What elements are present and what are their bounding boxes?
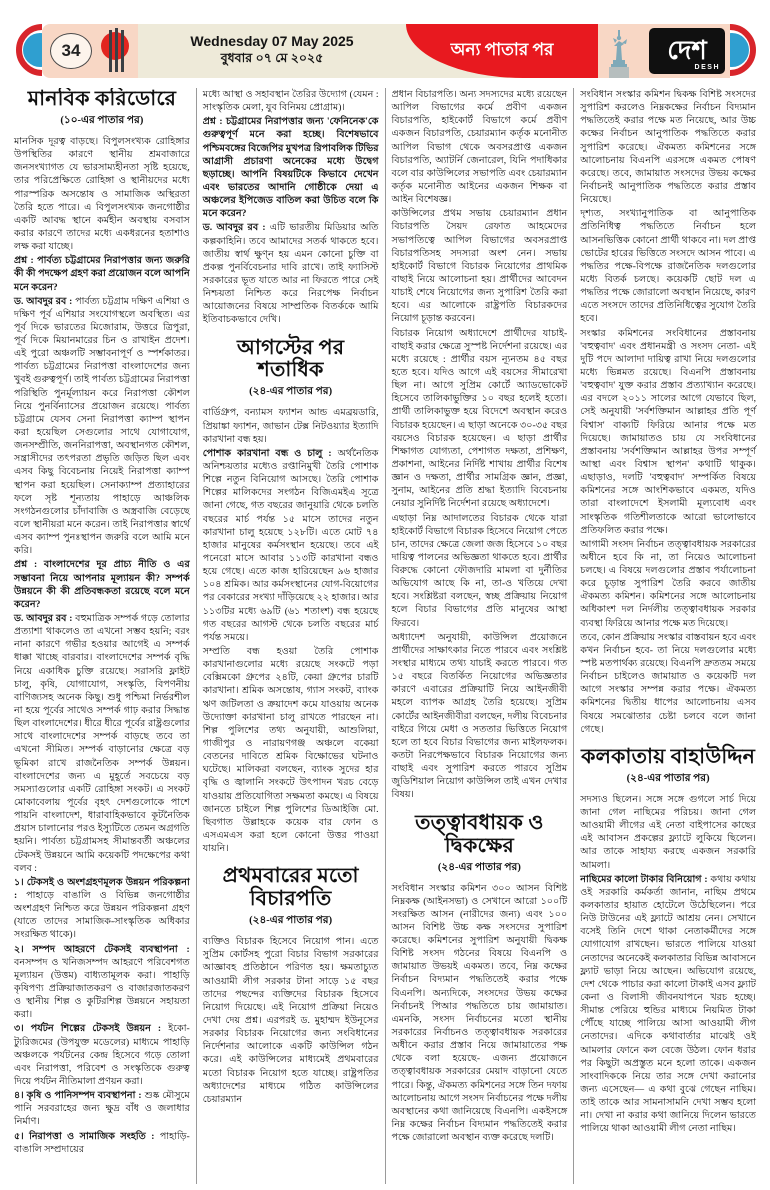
article-paragraph: বিচারক নিয়োগ অধ্যাদেশে প্রার্থীদের যাচাই-বাছাই করার ক্ষেত্রে সুস্পষ্ট নির্দেশনা রয়েছে। এর মধ্যে রয়েছে : প্রার্থীর বয়স ন্যূনতম ৪৫ বছর হতে হবে। যদিও আগে এই বয়সের সীমারেখা ছিল না। আগে সুপ্রিম কোর্টে অ্যাডভোকেট হিসেবে তালিকাভুক্তির ১০ বছর হলেই হতো। প্রার্থী তালিকাভুক্ত হয়ে বিদেশে অবস্থান করেও বিচারক হয়েছেন। এ ছাড়া অনেকে ৩০-৩৫ বছর বয়সেও বিচারক হয়েছেন। এ ছাড়া প্রার্থীর শিক্ষাগত যোগ্যতা, পেশাগত দক্ষতা, প্রশিক্ষণ, প্রকাশনা, আইনের নির্দিষ্ট শাখায় প্রার্থীর বিশেষ জ্ঞান ও দক্ষতা, প্রার্থীর সামগ্রিক জ্ঞান, প্রজ্ঞা, সুনাম, আইনের প্রতি শ্রদ্ধা ইত্যাদি বিবেচনায় নেয়ার সুনির্দিষ্ট নির্দেশনা রয়েছে অধ্যাদেশে। (391, 327, 568, 510)
date-bengali: বুধবার ০৭ মে ২০২৫ (220, 50, 324, 65)
article-paragraph: তবে, কোন প্রক্রিয়ায় সংস্কার বাস্তবায়ন হবে এবং কখন নির্বাচন হবে- তা নিয়ে দলগুলোর মধ্যে স্পষ্ট মতপার্থক্য রয়েছে। বিএনপি দ্রুততম সময়ে নির্বাচন চাইলেও জামায়াত ও কয়েকটি দল আগে সংস্কার সম্পন্ন করার পক্ষে। ঐকমত্য কমিশনের দ্বিতীয় ধাপের আলোচনায় এসব বিষয়ে সমঝোতার চেষ্টা চলবে বলে জানা গেছে। (580, 631, 756, 735)
article-paragraph: সংস্কার কমিশনের সংবিধানের প্রস্তাবনায় 'বহুত্ববাদ' এবং প্রধানমন্ত্রী ও সংসদ নেতা- এই দুটি পদে আলাদা দায়িত্ব রাখা নিয়ে দলগুলোর মধ্যে ভিন্নমত রয়েছে। বিএনপি প্রস্তাবনায় 'বহুত্ববাদ' যুক্ত করার প্রস্তাব প্রত্যাখ্যান করেছে। এর বদলে ২০১১ সালের আগে যেভাবে ছিল, সেই অনুযায়ী 'সর্বশক্তিমান আল্লাহর প্রতি পূর্ণ বিশ্বাস' বাক্যটি ফিরিয়ে আনার পক্ষে মত দিয়েছে। জামায়াতও চায় যে সংবিধানের প্রস্তাবনায় 'সর্বশক্তিমান আল্লাহর উপর সম্পূর্ণ আস্থা এবং বিশ্বাস স্থাপন' কথাটি থাকুক। এছাড়াও, দলটি 'বহুত্ববাদ' সম্পর্কিত বিষয়ে কমিশনের সঙ্গে আংশিকভাবে একমত, যদিও তারা বাংলাদেশে ইসলামী মূল্যবোধ এবং সাংস্কৃতিক গতিশীলতাকে আরো ভালোভাবে প্রতিফলিত করার পক্ষে। (580, 327, 756, 536)
question-paragraph: প্রশ্ন : পার্বত্য চট্টগ্রামের নিরাপত্তার জন্য জরুরি কী কী পদক্ষেপ গ্রহণ করা প্রয়োজন বলে আপনি মনে করেন? (14, 255, 190, 293)
article-paragraph: সংবিধান সংস্কার কমিশন ৩০০ আসন বিশিষ্ট নিম্নকক্ষ (আইনসভা) ও সেখানে আরো ১০০টি সংরক্ষিত আসন (নারীদের জন্য) এবং ১০০ আসন বিশিষ্ট উচ্চ কক্ষ সংসদের সুপারিশ করেছে। কমিশনের সুপারিশ অনুযায়ী দ্বিকক্ষ বিশিষ্ট সংসদ গঠনের বিষয়ে বিএনপি ও জামায়াত উভয়ই একমত। তবে, নিম্ন কক্ষের নির্বাচন বিদ্যমান পদ্ধতিতেই করার পক্ষে বিএনপি। অন্যদিকে, সংসদের উভয় কক্ষের নির্বাচনই পিআর পদ্ধতিতে চায় জামায়াত। এমনকি, সংসদ নির্বাচনের মতো স্থানীয় সরকারের নির্বাচনও তত্ত্বাবধায়ক সরকারের অধীনে করার প্রস্তাব নিয়ে জামায়াতের পক্ষ থেকে বলা হয়েছে- এজন্য প্রয়োজনে তত্ত্বাবধায়ক সরকারের মেয়াদ বাড়ানো যেতে পারে। কিন্তু, ঐকমত্য কমিশনের সঙ্গে তিন দফায় আলোচনায় আগে সংসদ নির্বাচনের পক্ষে দলীয় অবস্থানের কথা জানিয়েছে বিএনপি। একইসঙ্গে নিম্ন কক্ষের নির্বাচন বিদ্যমান পদ্ধতিতেই করার পক্ষে জোরালো অবস্থান ব্যক্ত করেছে দলটি। (391, 882, 568, 1144)
newspaper-logo (649, 28, 725, 74)
article-paragraph: নাছিমের কালো টাকার বিনিয়োগ : কথায় কথায় ওই সরকারি কর্মকর্তা জানান, নাছিম প্রথমে কলকাতার হায়াত হোটেলে উঠেছিলেন। পরে নিউ টাউনের এই ফ্ল্যাটে আশ্রয় নেন। সেখানে বসেই তিনি দেশে থাকা নেতাকর্মীদের সঙ্গে যোগাযোগ রাখছেন। ভারতে পালিয়ে যাওয়া নেতাদের অনেকেই কলকাতার বিভিন্ন আবাসনে ফ্ল্যাট ভাড়া নিয়ে আছেন। অভিযোগ রয়েছে, দেশ থেকে পাচার করা কালো টাকাই এসব ফ্ল্যাট কেনা ও বিলাসী জীবনযাপনে খরচ হচ্ছে। সীমান্ত পেরিয়ে হুন্ডির মাধ্যমে নিয়মিত টাকা পৌঁছে যাচ্ছে পালিয়ে আসা আওয়ামী লীগ নেতাদের। এদিকে কথাবার্তার মাঝেই ওই আমলার ফোনে কল বেজে উঠল। ফোন ধরার পর কিছুটা অপ্রস্তুত মনে হলো তাকে। একজন সাংবাদিককে নিয়ে তার সঙ্গে দেখা করানোর জন্য এসেছেন— এ কথা বুঝে গেছেন নাছিম। তাই তাকে আর সামনাসামনি দেখা সম্ভব হলো না। দেখা না করার কথা জানিয়ে দিলেন ভারতে পালিয়ে থাকা আওয়ামী লীগ নেতা নাছিম। (580, 873, 756, 1135)
left-cap-ornament (16, 24, 42, 78)
logo-english-text: DESH (694, 64, 720, 71)
article-paragraph: ৪। কৃষি ও পানিসম্পদ ব্যবস্থাপনা : শুষ্ক মৌসুমে পানি সরবরাহের জন্য ক্ষুদ্র বাঁধ ও জলাধার নির্মাণ। (14, 1090, 190, 1128)
article-paragraph: ড. আবদুর রব : বহুমাত্রিক সম্পর্ক গড়ে তোলার প্রত্যাশা থাকলেও তা এখনো সম্ভব হয়নি; বরং নানা কারণে গভীর হওয়ার আগেই এ সম্পর্ক ধাক্কা খাচ্ছে বারবার। বাংলাদেশের সম্পর্ক বৃদ্ধি নিয়ে একাধিক চুক্তি রয়েছে। সরাসরি ফ্লাইট চালু, কৃষি, যোগাযোগ, সংস্কৃতি, বিপণনীয় বাণিজ্যসহ অনেক কিছু। শুধু পশ্চিমা নির্ভরশীল না হয়ে পূর্বের সাথেও সম্পর্ক গাঢ় করার সিদ্ধান্ত ছিল বাংলাদেশের। ধীরে ধীরে পূর্বের রাষ্ট্রগুলোর সাথে বাংলাদেশের সম্পর্ক বাড়ছে তবে তা এখনো সীমিত। সম্পর্ক বাড়ানোর ক্ষেত্রে বড় ভূমিকা রাখে রাজনৈতিক সম্পর্ক উন্নয়ন। বাংলাদেশের জন্য এ মুহূর্তে সবচেয়ে বড় সমস্যাগুলোর একটি রোহিঙ্গা সংকট। এ সংকট মোকাবেলায় পূর্বের বৃহৎ দেশগুলোকে পাশে পায়নি বাংলাদেশ, ধারাবাহিকভাবে কূটনৈতিক প্রয়াস চালানোর পরও ইস্যুটিতে তেমন অগ্রগতি হয়নি। পার্বত্য চট্টগ্রামসহ সীমান্তবর্তী অঞ্চলের টেকসই উন্নয়নে আমি কয়েকটি পদক্ষেপের কথা বলব : (14, 613, 190, 874)
article-paragraph: প্রধান বিচারপতি। অন্য সদস্যদের মধ্যে রয়েছেন আপিল বিভাগের কর্মে প্রবীণ একজন বিচারপতি, হাইকোর্ট বিভাগে কর্মে প্রবীণ একজন বিচারপতি, চেয়ারম্যান কর্তৃক মনোনীত আপিল বিভাগ থেকে অবসরপ্রাপ্ত একজন বিচারপতি, অ্যাটর্নি জেনারেল, যিনি পদাধিকার বলে বার কাউন্সিলের সভাপতি এবং চেয়ারম্যান কর্তৃক মনোনীত আইনের একজন শিক্ষক বা আইন বিশেষজ্ঞ। (391, 89, 568, 206)
article-paragraph: সংবিধান সংস্কার কমিশন দ্বিকক্ষ বিশিষ্ট সংসদের সুপারিশ করলেও নিম্নকক্ষের নির্বাচন বিদ্যমান পদ্ধতিতেই করার পক্ষে মত নিয়েছে, আর উচ্চ কক্ষের নির্বাচন আনুপাতিক পদ্ধতিতে করার সুপারিশ করেছে। ঐকমত্য কমিশনের সঙ্গে আলোচনায় বিএনপি এরসঙ্গে একমত পোষণ করেছে। তবে, জামায়াত সংসদের উভয় কক্ষের নির্বাচনই আনুপাতিক পদ্ধতিতে করার প্রস্তাব নিয়েছে। (580, 89, 756, 206)
column-3 (385, 88, 574, 1184)
continued-from-note: (১০-এর পাতার পর) (60, 114, 144, 126)
section-banner-label: অন্য পাতার পর (450, 40, 554, 59)
article-headline: কলকাতায় বাহাউদ্দিন (581, 745, 756, 768)
article-headline: প্রথমবারের মতো বিচারপতি (222, 865, 359, 911)
masthead-middle (138, 24, 598, 78)
question-paragraph: প্রশ্ন : চট্টগ্রামের নিরাপত্তার জন্য 'ফেনিনেক'কে গুরুত্বপূর্ণ মনে করা হচ্ছে। বিশেষভাবে পশ্চিমবঙ্গের বিজেপির মুখপত্র রিপাবলিক টিভির আগ্রাসী প্রচারণা অনেকের মধ্যে উদ্বেগ ছড়াচ্ছে। আপনি বিষয়টিকে কিভাবে দেখেন এবং ভারতের আদানি গোষ্ঠীকে দেয়া এ অঞ্চলের ইপিজেড বাতিল করা উচিত বলে কি মনে করেন? (202, 116, 379, 220)
column-1 (8, 88, 196, 1184)
article-paragraph: ৫। নিরাপত্তা ও সামাজিক সংহতি : পাহাড়ি-বাঙালি সম্প্রদায়ের (14, 1130, 190, 1155)
column-2 (196, 88, 385, 1184)
question-paragraph: প্রশ্ন : বাংলাদেশের দূর প্রাচ্য নীতি ও এর সম্ভাবনা নিয়ে আপনার মূল্যায়ন কী? সম্পর্ক উন্নয়নে কী কী প্রতিবন্ধকতা রয়েছে বলে মনে করেন? (14, 559, 190, 610)
article-paragraph: পোশাক কারখানা বন্ধ ও চালু : অর্থনৈতিক অনিশ্চয়তার মধ্যেও রপ্তানিমুখী তৈরি পোশাক শিল্পে নতুন বিনিয়োগ আসছে। তৈরি পোশাক শিল্পের মালিকদের সংগঠন বিজিএমইএ সূত্রে জানা গেছে, গত বছরের জানুয়ারি থেকে চলতি বছরের মার্চ পর্যন্ত ১৫ মাসে তাদের নতুন কারখানা চালু হয়েছে ১২৮টি। এতে মোট ৭৪ হাজার মানুষের কর্মসংস্থান হয়েছে। তবে এই পনেরো মাসে আবার ১১৩টি কারখানা বন্ধও হয়ে গেছে। এতে কাজ হারিয়েছেন ৯৬ হাজার ১০৪ শ্রমিক। আর কর্মসংস্থানের যোগ-বিয়োগের পর বেকারের সংখ্যা দাঁড়িয়েছে ২২ হাজার। আর ১১৩টির মধ্যে ৬৯টি (৬১ শতাংশ) বন্ধ হয়েছে গত বছরের আগস্ট থেকে চলতি বছরের মার্চ পর্যন্ত সময়ে। (202, 447, 379, 643)
article-headline: তত্ত্বাবধায়ক ও দ্বিকক্ষের (415, 811, 544, 857)
article-paragraph: ৩। পর্যটন শিল্পের টেকসই উন্নয়ন : ইকো-ট্যুরিজমের (উপযুক্ত মডেলের) মাধ্যমে পাহাড়ি অঞ্চলকে পর্যটনের কেন্দ্র হিসেবে গড়ে তোলা এবং নিরাপত্তা, পরিবেশ ও সংস্কৃতিকে গুরুত্ব দিয়ে পর্যটন নীতিমালা প্রণয়ন করা। (14, 1023, 190, 1087)
article-columns (8, 88, 762, 1184)
article-headline: আগস্টের পর শতাধিক (237, 336, 345, 382)
article-paragraph: মধ্যে আস্থা ও সহাবস্থান তৈরির উদ্যোগ (যেমন : সাংস্কৃতিক মেলা, যুব বিনিময় প্রোগ্রাম)। (202, 89, 379, 114)
section-banner (406, 24, 598, 78)
continued-from-note: (২৪-এর পাতার পর) (249, 386, 333, 398)
date-panel (138, 24, 406, 78)
statue-panel (598, 24, 644, 78)
article-paragraph: কাউন্সিলের প্রথম সভায় চেয়ারম্যান প্রধান বিচারপতি সৈয়দ রেফাত আহমেদের সভাপতিত্বে আপিল বিভাগের অবসরপ্রাপ্ত বিচারপতিসহ সদস্যরা অংশ নেন। সভায় হাইকোর্ট বিভাগে বিচারক নিয়োগের প্রাথমিক বাছাই নিয়ে আলোচনা হয়। প্রার্থীদের আবেদন যাচাই শেষে নিয়োগের জন্য সুপারিশ তৈরি করা হবে। এর আলোকে রাষ্ট্রপতি বিচারকদের নিয়োগ চূড়ান্ত করবেন। (391, 208, 568, 325)
page-number-panel (42, 24, 138, 78)
column-4 (573, 88, 762, 1184)
article-paragraph: মানসিক দূরত্ব বাড়ছে। বিপুলসংখ্যক রোহিঙ্গার উপস্থিতির কারণে স্থানীয় শ্রমবাজারে জনসংখ্যাগত যে ভারসাম্যহীনতা সৃষ্টি হয়েছে, তার পরিপ্রেক্ষিতে রোহিঙ্গা ও স্থানীয়দের মধ্যে পারস্পরিক অসন্তোষ ও সামাজিক অস্থিরতা তৈরি হতে পারে। এ বিপুলসংখ্যক জনগোষ্ঠীর একটি আবদ্ধ স্থানে কর্মহীন অবস্থায় বসবাস করার কারণে তাদের মধ্যে একধরনের হতাশাও লক্ষ করা যাচ্ছে। (14, 135, 190, 253)
continued-from-note: (২৪-এর পাতার পর) (437, 861, 521, 873)
article-paragraph: এছাড়া নিম্ন আদালতের বিচারক থেকে যারা হাইকোর্ট বিভাগে বিচারক হিসেবে নিয়োগ পেতে চান, তাদের ক্ষেত্রে জেলা জজ হিসেবে ১০ বছর দায়িত্ব পালনের অভিজ্ঞতা থাকতে হবে। প্রার্থীর বিরুদ্ধে কোনো ফৌজদারি মামলা বা দুর্নীতির অভিযোগ আছে কি না, তা-ও খতিয়ে দেখা হবে। সংশ্লিষ্টরা বলছেন, স্বচ্ছ প্রক্রিয়ায় নিয়োগ হলে বিচার বিভাগের প্রতি মানুষের আস্থা ফিরবে। (391, 512, 568, 629)
article-paragraph: ড. আবদুর রব : পার্বত্য চট্টগ্রাম দক্ষিণ এশিয়া ও দক্ষিণ পূর্ব এশিয়ার সংযোগস্থলে অবস্থিত। এর পূর্ব দিকে ভারতের মিজোরাম, উত্তরে ত্রিপুরা, পূর্ব দিকে মিয়ানমারের চিন ও রাখাইন প্রদেশ। এই পুরো অঞ্চলটি সম্ভাবনাপূর্ণ ও স্পর্শকাতর। পার্বত্য চট্টগ্রামের নিরাপত্তা বাংলাদেশের জন্য খুবই গুরুত্বপূর্ণ। তাই পার্বত্য চট্টগ্রামের নিরাপত্তা পরিস্থিতি পুনর্মূল্যায়ন করে নিরাপত্তা কৌশল নিয়ে পুনর্বিন্যাসের প্রয়োজন রয়েছে। পার্বত্য চট্টগ্রামে যেসব সেনা নিরাপত্তা ক্যাম্প স্থাপন করা হয়েছিল সেগুলোর সাথে যোগাযোগ, জনসম্প্রীতি, জননিরাপত্তা, অবস্থানগত কৌশল, সন্ত্রাসীদের তৎপরতা প্রভৃতি জড়িত ছিল এবং এসব কিছু বিবেচনায় নিয়েই নিরাপত্তা ক্যাম্প স্থাপন করা হয়েছিল। সেনাক্যাম্প প্রত্যাহারের ফলে সৃষ্ট শূন্যতায় পাহাড়ে আঞ্চলিক সংগঠনগুলোর চাঁদাবাজি ও অস্ত্রবাজি বেড়েছে বলে স্থানীয়রা মনে করেন। তাই নিরাপত্তার স্বার্থে এসব ক্যাম্প পুনঃস্থাপন জরুরি বলে আমি মনে করি। (14, 295, 190, 557)
continued-from-note: (২৪-এর পাতার পর) (249, 915, 333, 927)
article-paragraph: ২। সম্পদ আহরণে টেকসই ব্যবস্থাপনা : বনসম্পদ ও খনিজসম্পদ আহরণে পরিবেশগত মূল্যায়ন (উত্তম) বাধ্যতামূলক করা। পাহাড়ি কৃষিপণ্য প্রক্রিয়াজাতকরণ ও বাজারজাতকরণ ও স্থানীয় শিল্প ও কুটিরশিল্প উন্নয়নে সহায়তা করা। (14, 943, 190, 1021)
masthead (16, 24, 756, 78)
logo-panel (644, 24, 730, 78)
monument-sun-icon (100, 28, 130, 74)
article-paragraph: ব্যক্তিও বিচারক হিসেবে নিয়োগ পান। এতে সুপ্রিম কোর্টসহ পুরো বিচার বিভাগ সরকারের আজ্ঞাবহ প্রতিষ্ঠানে পরিণত হয়। ক্ষমতাচ্যুত আওয়ামী লীগ সরকার টানা সাড়ে ১৫ বছর তাদের পছন্দের ব্যক্তিদের বিচারক হিসেবে নিয়োগ দিয়েছে। এই নিয়োগ প্রক্রিয়া নিয়েও দেখা দেয় প্রশ্ন। এরপরই ড. মুহাম্মদ ইউনূসের সরকার বিচারক নিয়োগের জন্য সংবিধানের নির্দেশনার আলোকে একটি কাউন্সিল গঠন করে। এই কাউন্সিলের মাধ্যমেই প্রথমবারের মতো বিচারক নিয়োগ হতে যাচ্ছে। রাষ্ট্রপতির অধ্যাদেশের মাধ্যমে গঠিত কাউন্সিলের চেয়ারম্যান (202, 936, 379, 1105)
page-number: 34 (50, 33, 92, 69)
article-paragraph: ১। টেকসই ও অংশগ্রহণমূলক উন্নয়ন পরিকল্পনা : পাহাড়ে বাঙালি ও বিভিন্ন জনগোষ্ঠীর অংশগ্রহণ নিশ্চিত করে উন্নয়ন পরিকল্পনা গ্রহণ (যাতে তাদের সামাজিক-সাংস্কৃতিক অধিকার সংরক্ষিত থাকে)। (14, 876, 190, 941)
article-headline: মানবিক করিডোরে (27, 88, 177, 110)
statue-of-liberty-icon (609, 30, 633, 78)
article-paragraph: বার্ডিগ্রুপ, বন্যামস ফ্যাশন আন্ড এমব্রয়ডারি, প্রিয়াঙ্কা ফ্যাশন, জাভান টেক্স নিটওয়্যার ইত্যাদি কারখানা বন্ধ হয়। (202, 407, 379, 445)
article-paragraph: দৃশ্যত, সংখ্যানুপাতিক বা আনুপাতিক প্রতিনিধিত্ব পদ্ধতিতে নির্বাচন হলে আসনভিত্তিক কোনো প্রার্থী থাকবে না। দল প্রাপ্ত ভোটের হারের ভিত্তিতে সংসদে আসন পাবে। এ পদ্ধতির পক্ষে-বিপক্ষে রাজনৈতিক দলগুলোর মধ্যে বিতর্ক চলছে। কয়েকটি ছোট দল এ পদ্ধতির পক্ষে জোরালো অবস্থান নিয়েছে, কারণ এতে সংসদে তাদের প্রতিনিধিত্বের সুযোগ তৈরি হবে। (580, 208, 756, 325)
logo-bengali-text: দেশ (667, 36, 707, 65)
date-english: Wednesday 07 May 2025 (190, 32, 354, 49)
article-paragraph: আগামী সংসদ নির্বাচন তত্ত্বাবধায়ক সরকারের অধীনে হবে কি না, তা নিয়েও আলোচনা চলছে। এ বিষয়ে দলগুলোর প্রস্তাব পর্যালোচনা করে চূড়ান্ত সুপারিশ তৈরি করবে জাতীয় ঐকমত্য কমিশন। কমিশনের সঙ্গে আলোচনায় অধিকাংশ দল নির্দলীয় তত্ত্বাবধায়ক সরকার ব্যবস্থা ফিরিয়ে আনার পক্ষে মত দিয়েছে। (580, 538, 756, 629)
article-paragraph: ড. আবদুর রব : এটি ভারতীয় মিডিয়ার অতি কল্পকাহিনি। তবে আমাদের সতর্ক থাকতে হবে। জাতীয় স্বার্থ ক্ষুণ্ন হয় এমন কোনো চুক্তি বা প্রকল্প পুনর্বিবেচনার দাবি রাখে। তাই ফ্যাসিস্ট সরকারের ভূত যাতে আর না ফিরতে পারে সেই নিশ্চয়তা নিশ্চিত করে নিরপেক্ষ নির্বাচন আয়োজনের বিষয়ে সাম্প্রতিক বিতর্ককে আমি ইতিবাচকভাবে দেখি। (202, 222, 379, 326)
article-paragraph: সদস্যও ছিলেন। সঙ্গে সঙ্গে গুগলে সার্চ দিয়ে জানা গেল নাছিমের পরিচয়। জানা গেল আওয়ামী লীগের এই নেতা বাইপাসের কাছের এই আবাসন প্রকল্পের ফ্ল্যাটে লুকিয়ে ছিলেন। আর তাকে সাহায্য করছে একজন সরকারি আমলা। (580, 793, 756, 871)
right-cap-ornament (730, 24, 756, 78)
continued-from-note: (২৪-এর পাতার পর) (626, 772, 710, 784)
article-paragraph: অধ্যাদেশ অনুযায়ী, কাউন্সিল প্রয়োজনে প্রার্থীদের সাক্ষাৎকার নিতে পারবে এবং সংশ্লিষ্ট সংস্থার মাধ্যমে তথ্য যাচাই করতে পারবে। গত ১৫ বছরে বিতর্কিত নিয়োগের অভিজ্ঞতার কারণে এবারের প্রক্রিয়াটি নিয়ে আইনজীবী মহলে ব্যাপক আগ্রহ তৈরি হয়েছে। সুপ্রিম কোর্টের আইনজীবীরা বলছেন, দলীয় বিবেচনার বাইরে গিয়ে মেধা ও সততার ভিত্তিতে নিয়োগ হলে তা হবে বিচার বিভাগের জন্য মাইলফলক। কতটা নিরপেক্ষভাবে বিচারক নিয়োগের জন্য বাছাই এবং সুপারিশ করতে পারবে সুপ্রিম জুডিশিয়াল নিয়োগ কাউন্সিল তাই এখন দেখার বিষয়। (391, 631, 568, 801)
article-paragraph: সম্প্রতি বন্ধ হওয়া তৈরি পোশাক কারখানাগুলোর মধ্যে রয়েছে সংকটে পড়া বেক্সিমকো গ্রুপের ২৪টি, কেয়া গ্রুপের চারটি কারখানা। শ্রমিক অসন্তোষ, গ্যাস সংকট, ব্যাংক ঋণ জটিলতা ও ক্রয়াদেশ কমে যাওয়ায় অনেক উদ্যোক্তা কারখানা চালু রাখতে পারছেন না। শিল্প পুলিশের তথ্য অনুযায়ী, আশুলিয়া, গাজীপুর ও নারায়ণগঞ্জ অঞ্চলে বকেয়া বেতনের দাবিতে শ্রমিক বিক্ষোভের ঘটনাও ঘটেছে। মালিকরা বলছেন, ব্যাংক সুদের হার বৃদ্ধি ও জ্বালানি সংকটে উৎপাদন খরচ বেড়ে যাওয়ায় প্রতিযোগিতা সক্ষমতা কমছে। এ বিষয়ে জানতে চাইলে শিল্প পুলিশের ডিআইজি মো. ছিবগাত উল্লাহকে কয়েক বার ফোন ও এসএমএস করা হলে কোনো উত্তর পাওয়া যায়নি। (202, 645, 379, 855)
